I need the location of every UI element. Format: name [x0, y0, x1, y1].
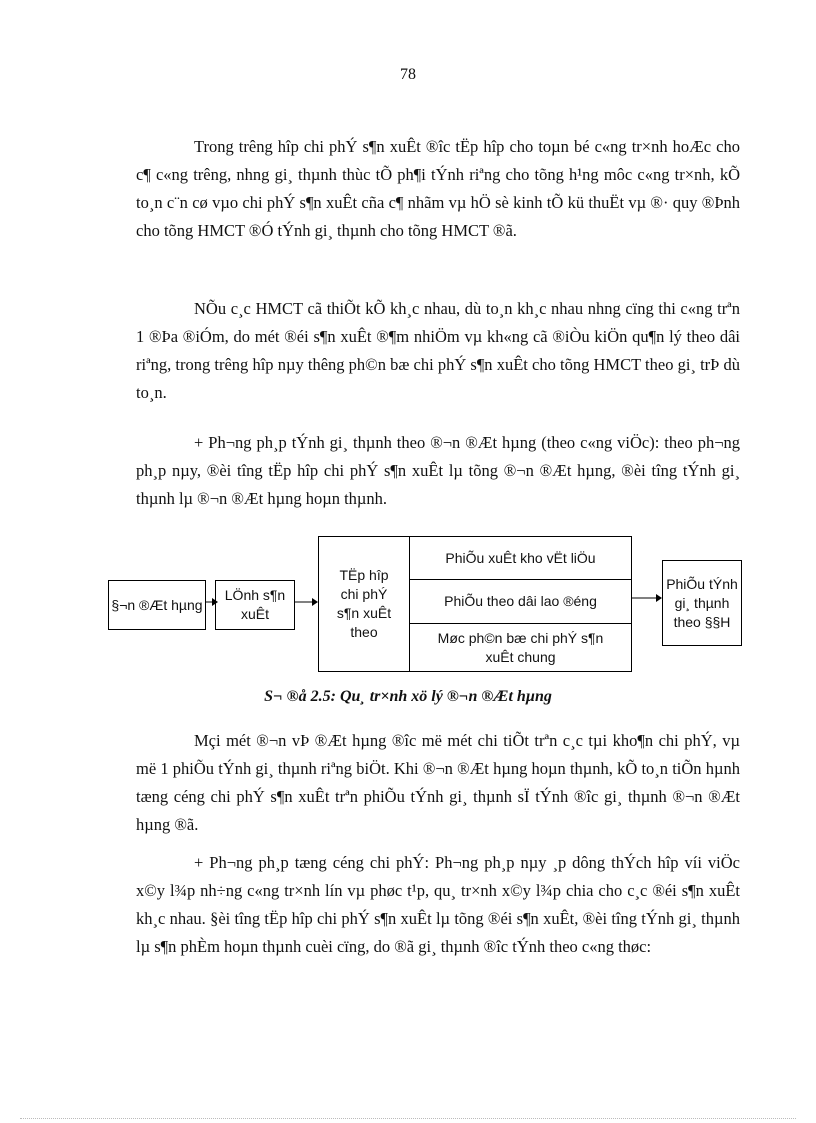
order-box	[108, 580, 206, 630]
bottom-divider	[20, 1118, 796, 1119]
production-order-label: LÖnh s¶n xuÊt	[224, 587, 286, 622]
paragraph-5: + Ph¬ng ph¸p tæng céng chi phÝ: Ph¬ng ph¸p nµy ¸p dông thÝch hîp víi viÖc x©y l¾p nh÷ng c«ng tr×nh lín vµ phøc t¹p, qu¸ tr×nh x©y l¾p chia cho c¸c ®éi s¶n xuÊt kh¸c nhau. §èi tîng tËp hîp chi phÝ s¶n xuÊt lµ tõng ®éi s¶n xuÊt, ®èi tîng tÝnh gi¸ thµnh lµ s¶n phÈm hoµn thµnh cuèi cïng, do ®ã gi¸ thµnh ®îc tÝnh theo c«ng thøc:	[136, 853, 740, 956]
overhead-allocation-label: Møc ph©n bæ chi phÝ s¶n xuÊt chung	[437, 629, 604, 665]
production-order-box	[215, 580, 295, 630]
cost-sheet-label: PhiÕu tÝnh gi¸ thµnh theo §§H	[666, 576, 738, 630]
cost-sheet-box	[662, 560, 742, 646]
arrow-icon	[632, 592, 662, 604]
paragraph-2: NÕu c¸c HMCT cã thiÕt kÕ kh¸c nhau, dù to¸n kh¸c nhau nhng cïng thi c«ng trªn 1 ®Þa ®iÓm, do mét ®éi s¶n xuÊt ®¶m nhiÖm vµ kh«ng cã ®iÒu kiÖn qu¶n lý theo dâi riªng, trong trêng hîp nµy thêng ph©n bæ chi phÝ s¶n xuÊt cho tõng HMCT theo gi¸ trÞ dù to¸n.	[136, 299, 740, 402]
diagram-caption: S¬ ®å 2.5: Qu¸ tr×nh xö lý ®¬n ®Æt hµng	[264, 688, 552, 705]
page-number: 78	[400, 66, 416, 83]
document-table	[409, 536, 632, 672]
cost-collection-label: TËp hîp chi phÝ s¶n xuÊt theo	[336, 567, 392, 640]
arrow-icon	[295, 596, 318, 608]
labor-tracking-row	[410, 579, 631, 623]
labor-tracking-label: PhiÕu theo dâi lao ®éng	[444, 593, 597, 609]
material-issue-label: PhiÕu xuÊt kho vËt liÖu	[445, 549, 596, 566]
cost-collection-box	[318, 536, 410, 672]
material-issue-row	[410, 537, 631, 579]
overhead-allocation-row	[410, 623, 631, 671]
paragraph-1: Trong trêng hîp chi phÝ s¶n xuÊt ®îc tËp hîp cho toµn bé c«ng tr×nh hoÆc cho c¶ c«ng trêng, nhng gi¸ thµnh thùc tÕ ph¶i tÝnh riªng cho tõng h¹ng môc c«ng tr×nh, kÕ to¸n c¨n cø vµo chi phÝ s¶n xuÊt cña c¶ nhãm vµ hÖ sè kinh tÕ kü thuËt vµ ®· quy ®Þnh cho tõng HMCT ®Ó tÝnh gi¸ thµnh cho tõng HMCT ®ã.	[136, 137, 740, 240]
order-box-label: §¬n ®Æt hµng	[111, 596, 203, 613]
paragraph-3: + Ph¬ng ph¸p tÝnh gi¸ thµnh theo ®¬n ®Æt hµng (theo c«ng viÖc): theo ph¬ng ph¸p nµy, ®èi tîng tËp hîp chi phÝ s¶n xuÊt lµ tõng ®¬n ®Æt hµng, ®èi tîng tÝnh gi¸ thµnh lµ ®¬n ®Æt hµng hoµn thµnh.	[136, 433, 740, 508]
paragraph-4: Mçi mét ®¬n vÞ ®Æt hµng ®îc më mét chi tiÕt trªn c¸c tµi kho¶n chi phÝ, vµ më 1 phiÕu tÝnh gi¸ thµnh riªng biÖt. Khi ®¬n ®Æt hµng hoµn thµnh, kÕ to¸n tiÕn hµnh tæng céng chi phÝ s¶n xuÊt trªn phiÕu tÝnh gi¸ thµnh sÏ tÝnh ®îc gi¸ thµnh ®¬n ®Æt hµng ®ã.	[136, 731, 740, 834]
